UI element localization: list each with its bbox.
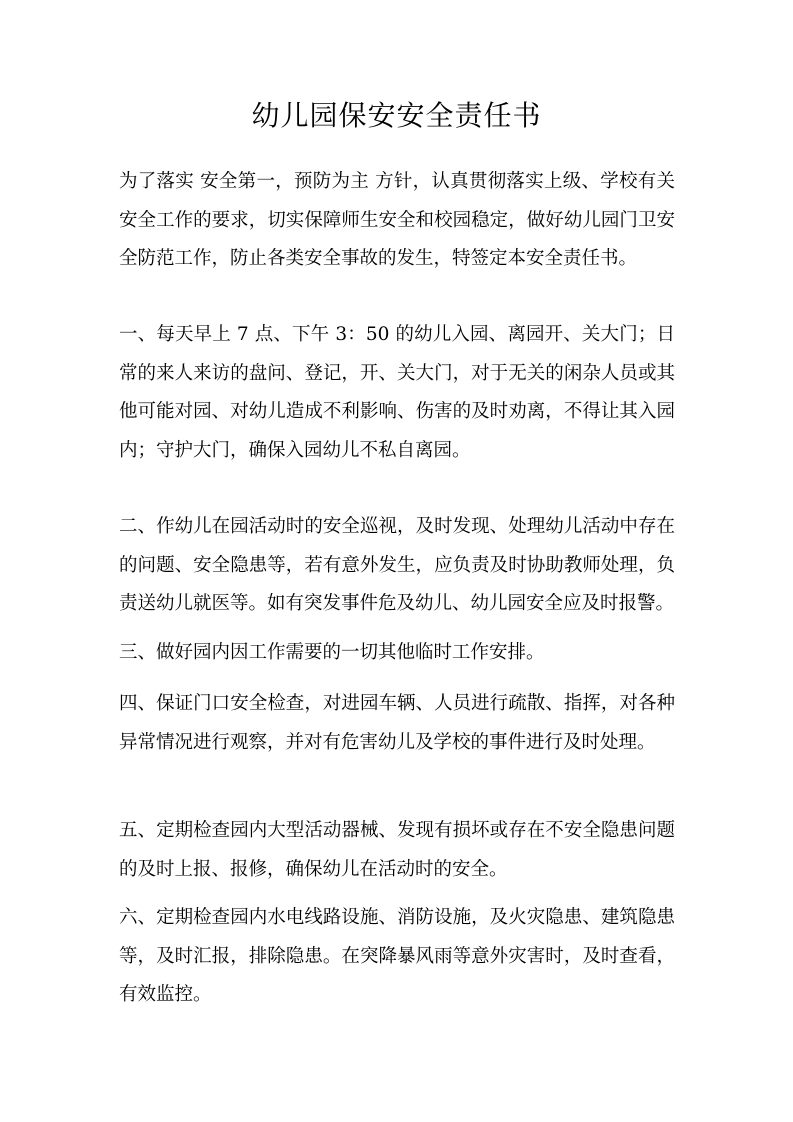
clause-3-paragraph: 三、做好园内因工作需要的一切其他临时工作安排。 bbox=[119, 642, 545, 663]
clause-1-paragraph: 一、每天早上 7 点、下午 3：50 的幼儿入园、离园开、关大门；日常的来人来访的盘问、登记，开、关大门，对于无关的闲杂人员或其他可能对园、对幼儿造成不利影响、伤害的及时劝离，不得让其入园内；守护大门，确保入园幼儿不私自离园。 bbox=[119, 324, 675, 461]
clause-2-paragraph: 二、作幼儿在园活动时的安全巡视，及时发现、处理幼儿活动中存在的问题、安全隐患等，若有意外发生，应负责及时协助教师处理，负责送幼儿就医等。如有突发事件危及幼儿、幼儿园安全应及时报警。 bbox=[119, 516, 675, 614]
clause-4-paragraph: 四、保证门口安全检查，对进园车辆、人员进行疏散、指挥，对各种异常情况进行观察，并对有危害幼儿及学校的事件进行及时处理。 bbox=[119, 693, 675, 753]
document-title: 幼儿园保安安全责任书 bbox=[251, 99, 542, 132]
clause-6-paragraph: 六、定期检查园内水电线路设施、消防设施，及火灾隐患、建筑隐患等，及时汇报，排除隐患。在突降暴风雨等意外灾害时，及时查看，有效监控。 bbox=[119, 907, 675, 1005]
clause-5-paragraph: 五、定期检查园内大型活动器械、发现有损坏或存在不安全隐患问题的及时上报、报修，确保幼儿在活动时的安全。 bbox=[119, 820, 675, 880]
intro-paragraph: 为了落实 安全第一，预防为主 方针，认真贯彻落实上级、学校有关安全工作的要求，切实保障师生安全和校园稳定，做好幼儿园门卫安全防范工作，防止各类安全事故的发生，特签定本安全责任书。 bbox=[119, 171, 675, 269]
